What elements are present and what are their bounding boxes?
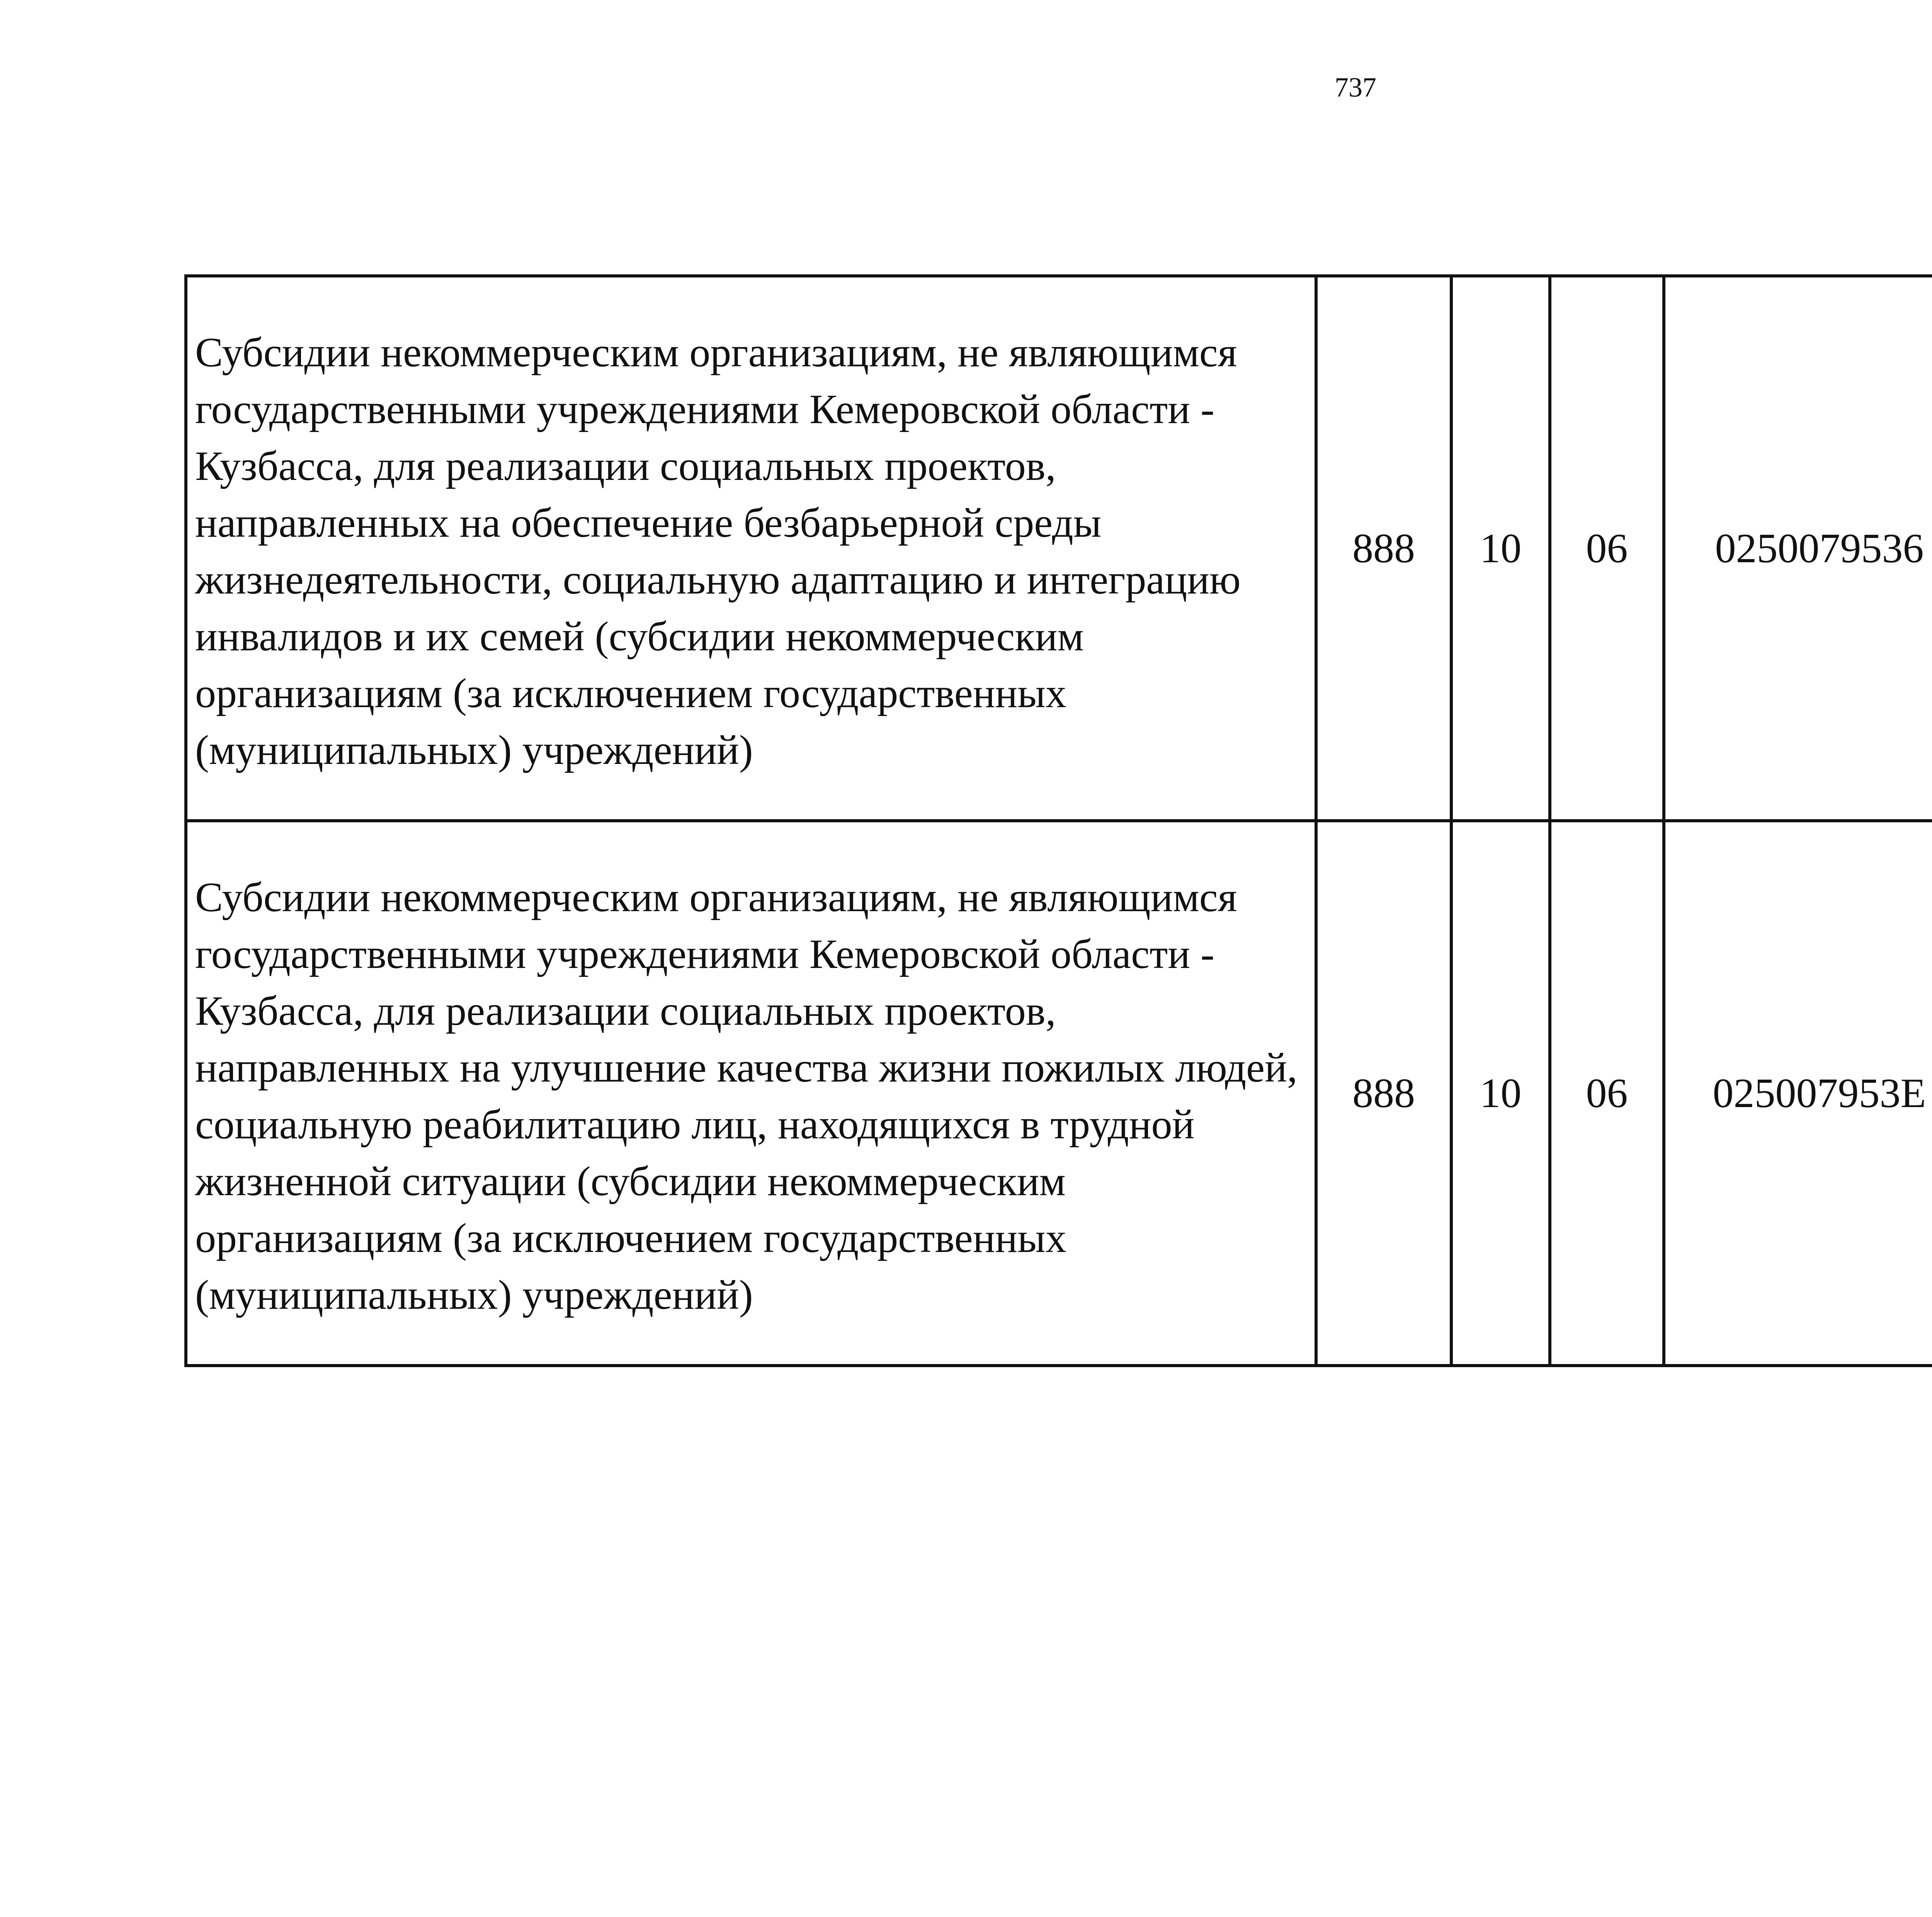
row-description: Субсидии некоммерческим организациям, не являющимся государственными учреждениями Кемеровской области - Кузбасса, для реализации социальных проектов, направленных на улучшение качества жизни пожилых людей, социальную реабилитацию лиц, находящихся в трудной жизненной ситуации (субсидии некоммерческим организациям (за исключением государственных (муниципальных) учреждений) <box>186 821 1316 1366</box>
subsection-code: 06 <box>1550 276 1664 821</box>
ministry-code: 888 <box>1316 276 1451 821</box>
table-row <box>186 821 1932 1366</box>
budget-table <box>184 274 1932 1367</box>
subsection-code: 06 <box>1550 821 1664 1366</box>
table-row <box>186 276 1932 821</box>
section-code: 10 <box>1451 821 1550 1366</box>
target-article-code: 025007953Е <box>1664 821 1932 1366</box>
section-code: 10 <box>1451 276 1550 821</box>
page-number: 737 <box>1335 72 1376 103</box>
target-article-code: 0250079536 <box>1664 276 1932 821</box>
row-description: Субсидии некоммерческим организациям, не являющимся государственными учреждениями Кемеровской области - Кузбасса, для реализации социальных проектов, направленных на обеспечение безбарьерной среды жизнедеятельности, социальную адаптацию и интеграцию инвалидов и их семей (субсидии некоммерческим организациям (за исключением государственных (муниципальных) учреждений) <box>186 276 1316 821</box>
ministry-code: 888 <box>1316 821 1451 1366</box>
